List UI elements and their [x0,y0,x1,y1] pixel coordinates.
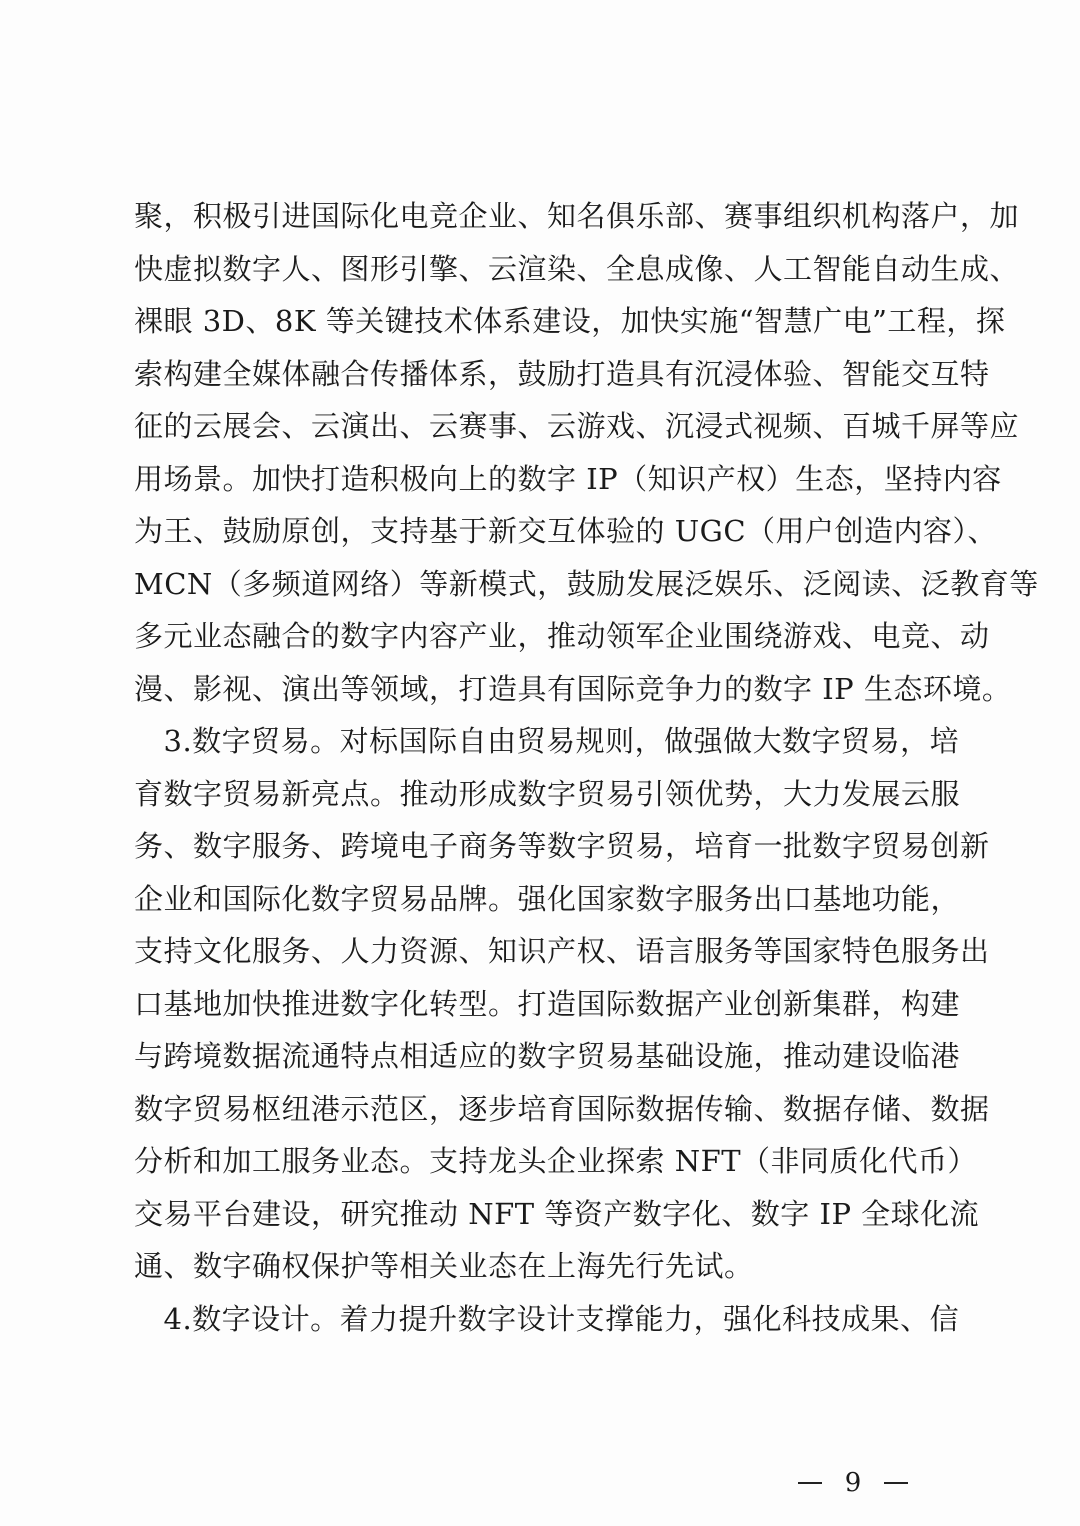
text-line: 支持文化服务、人力资源、知识产权、语言服务等国家特色服务出 [134,934,990,968]
text-line: 口基地加快推进数字化转型。打造国际数据产业创新集群，构建 [134,986,961,1021]
text-line: 企业和国际化数字贸易品牌。强化国家数字服务出口基地功能， [134,881,961,916]
text-line: 裸眼 3D、8K 等关键技术体系建设，加快实施“智慧广电”工程，探 [134,304,1006,338]
dash-right [884,1482,908,1484]
text-line: 务、数字服务、跨境电子商务等数字贸易，培育一批数字贸易创新 [134,829,990,863]
text-line: 通、数字确权保护等相关业态在上海先行先试。 [134,1249,754,1283]
page-footer [798,1465,908,1501]
text-line: 聚，积极引进国际化电竞企业、知名俱乐部、赛事组织机构落户，加 [134,199,1020,233]
text-line: 4.数字设计。着力提升数字设计支撑能力，强化科技成果、信 [134,1301,960,1336]
text-line: 征的云展会、云演出、云赛事、云游戏、沉浸式视频、百城千屏等应 [134,409,1020,443]
body-text [134,190,1039,1345]
page-number: 9 [844,1468,862,1498]
dash-left [798,1482,822,1484]
text-line: 分析和加工服务业态。支持龙头企业探索 NFT（非同质化代币） [134,1144,978,1178]
text-line: 数字贸易枢纽港示范区，逐步培育国际数据传输、数据存储、数据 [134,1091,990,1126]
text-line: 交易平台建设，研究推动 NFT 等资产数字化、数字 IP 全球化流 [134,1196,980,1231]
text-line: 与跨境数据流通特点相适应的数字贸易基础设施，推动建设临港 [134,1039,961,1073]
text-line: 多元业态融合的数字内容产业，推动领军企业围绕游戏、电竞、动 [134,619,990,653]
text-line: 为王、鼓励原创，支持基于新交互体验的 UGC（用户创造内容）、 [134,514,998,548]
text-line: 索构建全媒体融合传播体系，鼓励打造具有沉浸体验、智能交互特 [134,356,990,391]
text-line: 漫、影视、演出等领域，打造具有国际竞争力的数字 IP 生态环境。 [134,671,1012,706]
text-line: 快虚拟数字人、图形引擎、云渲染、全息成像、人工智能自动生成、 [134,251,1020,286]
text-line: 3.数字贸易。对标国际自由贸易规则，做强做大数字贸易，培 [134,724,960,758]
text-line: 育数字贸易新亮点。推动形成数字贸易引领优势，大力发展云服 [134,776,961,811]
text-line: MCN（多频道网络）等新模式，鼓励发展泛娱乐、泛阅读、泛教育等 [134,566,1039,601]
text-line: 用场景。加快打造积极向上的数字 IP（知识产权）生态，坚持内容 [134,461,1002,496]
